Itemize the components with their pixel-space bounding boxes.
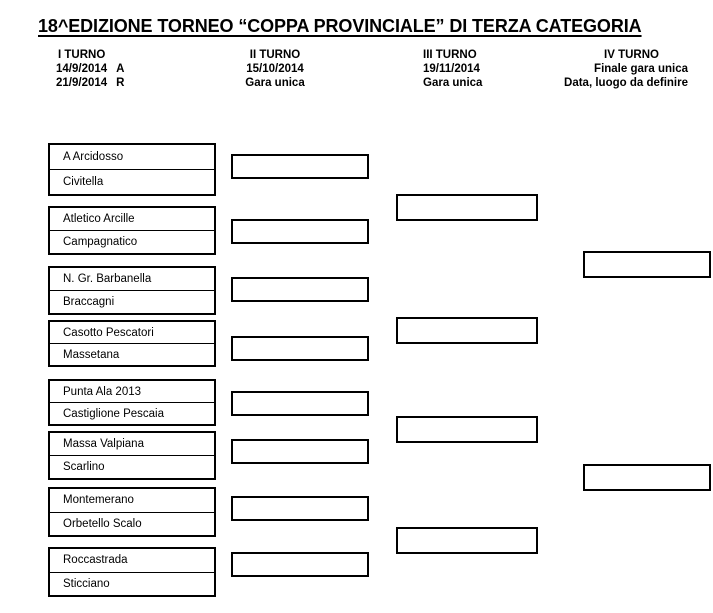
team-name: Sticciano	[63, 577, 110, 590]
team-name: Massetana	[63, 348, 120, 361]
team-name: A Arcidosso	[63, 151, 124, 163]
round3-header-note: Gara unica	[423, 77, 483, 89]
team-name: Castiglione Pescaia	[63, 407, 165, 420]
team-name: Scarlino	[63, 461, 105, 473]
round2-winner-slot-5	[231, 391, 369, 416]
round1-mark-ritorno: R	[116, 77, 125, 89]
team-slot	[50, 381, 214, 403]
round4-finalist-slot-1	[583, 251, 711, 278]
team-slot	[50, 145, 214, 170]
match-pair-8	[48, 547, 216, 597]
round2-winner-slot-1	[231, 154, 369, 179]
round1-header-date-andata	[56, 62, 124, 76]
round2-winner-slot-6	[231, 439, 369, 464]
team-slot	[50, 268, 214, 291]
round1-header-date-ritorno	[56, 76, 124, 90]
round2-winner-slot-2	[231, 219, 369, 244]
team-name: Orbetello Scalo	[63, 517, 142, 530]
team-slot	[50, 513, 214, 536]
round2-header-title: II TURNO	[249, 49, 301, 61]
match-pair-7	[48, 487, 216, 537]
round3-header-date: 19/11/2014	[423, 63, 480, 75]
match-pair-3	[48, 266, 216, 315]
round2-header	[214, 48, 336, 90]
team-slot	[50, 489, 214, 513]
round1-mark-andata: A	[116, 63, 125, 75]
team-name: Atletico Arcille	[63, 213, 135, 225]
round1-header-title: I TURNO	[58, 49, 106, 61]
match-pair-2	[48, 206, 216, 255]
round3-winner-slot-3	[396, 416, 538, 443]
team-slot	[50, 433, 214, 456]
round4-finalist-slot-2	[583, 464, 711, 491]
team-name: N. Gr. Barbanella	[63, 273, 152, 285]
match-pair-5	[48, 379, 216, 426]
round4-header-note-date: Data, luogo da definire	[564, 77, 688, 89]
round2-winner-slot-4	[231, 336, 369, 361]
round2-winner-slot-8	[231, 552, 369, 577]
round3-header	[423, 48, 482, 90]
team-name: Roccastrada	[63, 554, 128, 567]
round3-header-title: III TURNO	[423, 49, 477, 61]
round2-header-note: Gara unica	[245, 77, 305, 89]
round2-winner-slot-7	[231, 496, 369, 521]
match-pair-4	[48, 320, 216, 367]
round2-header-date: 15/10/2014	[246, 63, 304, 75]
team-slot	[50, 403, 214, 424]
team-name: Punta Ala 2013	[63, 385, 142, 398]
team-slot	[50, 231, 214, 253]
team-slot	[50, 456, 214, 478]
team-slot	[50, 170, 214, 194]
team-name: Massa Valpiana	[63, 438, 144, 450]
team-slot	[50, 291, 214, 313]
round1-date-2: 21/9/2014	[56, 77, 108, 89]
round3-winner-slot-2	[396, 317, 538, 344]
round4-header-note-final: Finale gara unica	[594, 63, 688, 75]
round1-header	[56, 48, 124, 90]
team-slot	[50, 344, 214, 365]
page-title: 18^EDIZIONE TORNEO “COPPA PROVINCIALE” DI TERZA CATEGORIA	[38, 16, 642, 36]
team-slot	[50, 208, 214, 231]
match-pair-1	[48, 143, 216, 196]
team-slot	[50, 322, 214, 344]
round1-date-1: 14/9/2014	[56, 63, 108, 75]
round4-header	[520, 48, 688, 90]
round4-header-title: IV TURNO	[604, 49, 659, 61]
team-name: Montemerano	[63, 494, 134, 507]
team-name: Campagnatico	[63, 236, 138, 248]
team-slot	[50, 549, 214, 573]
match-pair-6	[48, 431, 216, 480]
team-name: Casotto Pescatori	[63, 326, 154, 339]
round3-winner-slot-1	[396, 194, 538, 221]
team-name: Braccagni	[63, 296, 115, 308]
team-name: Civitella	[63, 176, 104, 188]
round2-winner-slot-3	[231, 277, 369, 302]
round3-winner-slot-4	[396, 527, 538, 554]
team-slot	[50, 573, 214, 596]
